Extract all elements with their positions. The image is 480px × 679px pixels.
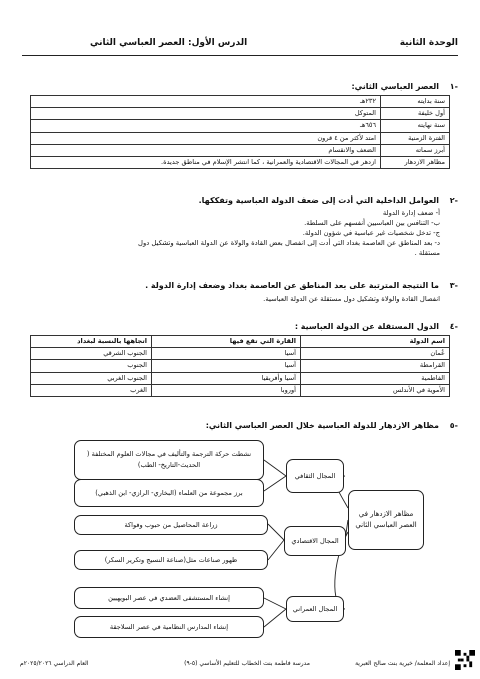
q1-value-cell: ٢٣٢هـ xyxy=(31,96,381,108)
q4-title: الدول المستقلة عن الدولة العباسية : xyxy=(294,322,439,331)
q4-cell: الجنوب الشرقي xyxy=(31,348,152,360)
leaf-hospital: إنشاء المستشفى العضدي في عصر البويهيين xyxy=(74,587,264,609)
q4-cell: الغرب xyxy=(31,384,152,396)
field-urban: المجال العمراني xyxy=(286,596,344,622)
q1-key-cell: الفترة الزمنية xyxy=(381,132,450,144)
footer-teacher: إعداد المعلمة/ خيرية بنت صالح العبرية xyxy=(355,660,450,667)
q4-header-cell: اسم الدولة xyxy=(301,336,450,348)
leaf-agriculture: زراعة المحاصيل من حبوب وفواكة xyxy=(74,515,268,535)
q1-value-cell: ازدهر في المجالات الاقتصادية والعمرانية ، كما انتشر الإسلام في مناطق جديدة. xyxy=(31,156,381,168)
leaf-schools: إنشاء المدارس النظامية في عصر السلاجقة xyxy=(74,616,264,638)
q4-header-cell: القارة التي تقع فيها xyxy=(152,336,301,348)
q1-value-cell: الضعف والانقسام xyxy=(31,144,381,156)
q3-number: -٣ xyxy=(449,281,458,290)
urban-to-leaf5-connector xyxy=(264,598,286,609)
leaf-scholars: برز مجموعة من العلماء (البخاري- الرازي- ابن الذهبي) xyxy=(74,479,264,507)
q4-number: -٤ xyxy=(449,322,458,331)
cultural-to-leaf1-connector xyxy=(264,460,286,476)
leaf-translation: نشطت حركة الترجمة والتأليف في مجالات العلوم المختلفة ( الحديث-التاريخ- الطب) xyxy=(74,440,264,480)
q2-item: ج- تدخل شخصيات غير عباسية في شؤون الدولة. xyxy=(302,229,440,237)
footer-year: العام الدراسي ٢٠٢٥/٢٠٢٦م xyxy=(20,660,89,667)
q2-number: -٢ xyxy=(449,196,458,205)
mindmap-root: مظاهر الازدهار في العصر العباسي الثاني xyxy=(348,490,424,550)
q2-title: العوامل الداخلية التي أدت إلى ضعف الدولة العباسية وتفككها. xyxy=(198,196,439,205)
q3-answer: انفصال القادة والولاة وتشكيل دول مستقلة عن الدولة العباسية. xyxy=(263,295,440,303)
q1-value-cell: امتد لأكثر من ٤ قرون xyxy=(31,132,381,144)
q3-title: ما النتيجة المترتبة على بعد المناطق عن العاصمة بغداد وضعف إدارة الدولة . xyxy=(145,281,439,290)
q2-item: د- بعد المناطق عن العاصمة بغداد التي أدت إلى انفصال بعض القادة والولاة عن الدولة العباسية وتشكيل دول xyxy=(138,239,440,247)
q2-item: ب- التنافس بين العباسيين أنفسهم على السلطة. xyxy=(304,219,440,227)
q4-cell: آسيا xyxy=(152,348,301,360)
q4-cell: الأموية في الأندلس xyxy=(301,384,450,396)
lesson-title: الدرس الأول: العصر العباسي الثاني xyxy=(90,38,248,48)
economic-to-leaf4-connector xyxy=(268,540,284,560)
q5-number: -٥ xyxy=(449,421,458,430)
q1-key-cell: سنة نهايته xyxy=(381,120,450,132)
unit-title: الوحدة الثانية xyxy=(399,38,458,48)
q4-cell: أوروبا xyxy=(152,384,301,396)
q1-value-cell: المتوكل xyxy=(31,108,381,120)
q5-title: مظاهر الازدهار للدولة العباسية خلال العصر العباسي الثاني: xyxy=(205,421,439,430)
q1-title: العصر العباسي الثاني: xyxy=(351,82,439,91)
q1-value-cell: ٦٥٦هـ xyxy=(31,120,381,132)
q4-cell: آسيا وأفريقيا xyxy=(152,372,301,384)
cultural-to-leaf2-connector xyxy=(264,476,286,491)
q4-cell: آسيا xyxy=(152,360,301,372)
q4-cell: الجنوب xyxy=(31,360,152,372)
field-cultural: المجال الثقافي xyxy=(286,459,344,493)
q4-cell: الجنوب الغربي xyxy=(31,372,152,384)
economic-to-leaf3-connector xyxy=(268,524,284,540)
footer-school: مدرسة فاطمة بنت الخطاب للتعليم الأساسي (٥-٩) xyxy=(184,660,310,667)
q1-key-cell: مظاهر الازدهار xyxy=(381,156,450,168)
q2-item: مستقلة . xyxy=(414,249,440,257)
q4-cell: القرامطة xyxy=(301,360,450,372)
urban-to-leaf6-connector xyxy=(264,609,286,627)
q4-header-cell: اتجاهها بالنسبة لبغداد xyxy=(31,336,152,348)
q4-cell: عُمان xyxy=(301,348,450,360)
q2-item: أ- ضعف إدارة الدولة xyxy=(382,209,440,217)
q1-key-cell: أول خليفة xyxy=(381,108,450,120)
leaf-industries: ظهور صناعات مثل(صناعة النسيج وتكرير السكر) xyxy=(74,550,268,570)
q1-key-cell: سنة بدايته xyxy=(381,96,450,108)
q1-number: -١ xyxy=(449,82,458,91)
q4-cell: الفاطمية xyxy=(301,372,450,384)
qr-code-icon xyxy=(455,650,475,670)
q1-key-cell: أبرز سماته xyxy=(381,144,450,156)
field-economic: المجال الاقتصادي xyxy=(284,526,346,556)
